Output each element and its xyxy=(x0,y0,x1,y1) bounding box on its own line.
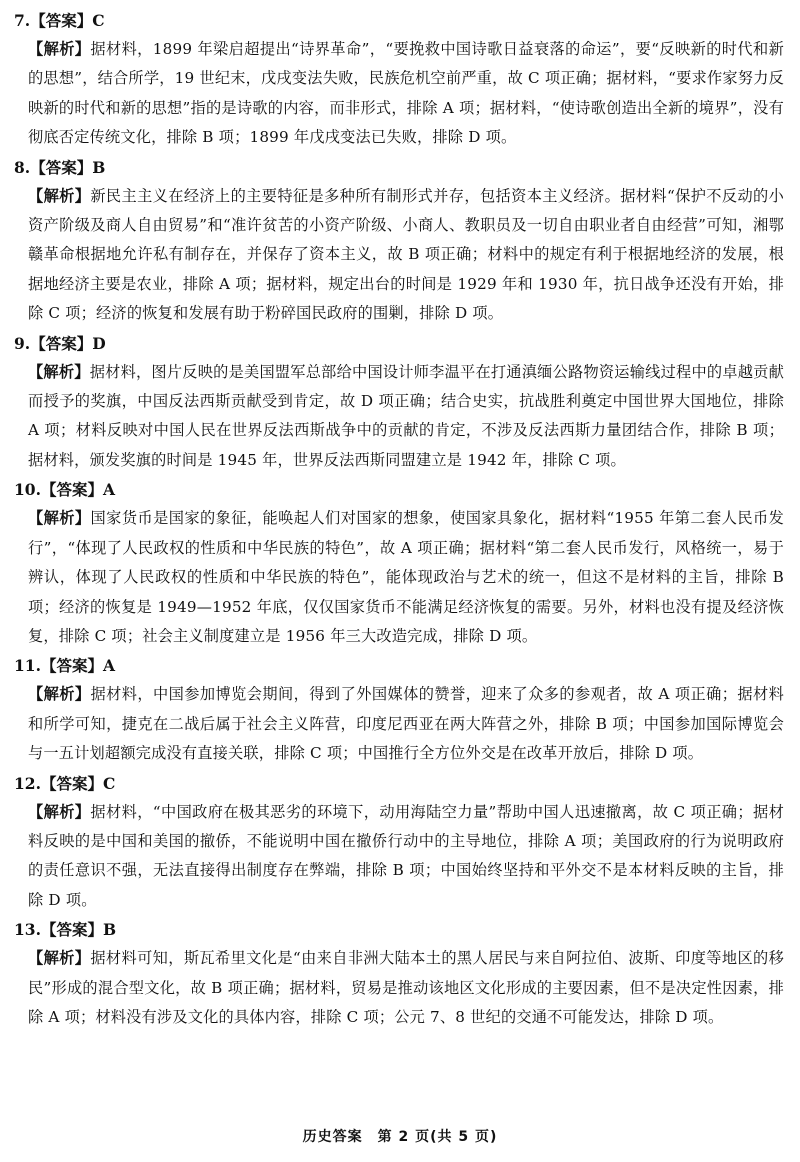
answer-line xyxy=(14,153,784,182)
analysis-paragraph xyxy=(14,944,784,1032)
question-number: 12. xyxy=(14,773,41,793)
page-footer: 历史答案 第 2 页(共 5 页) xyxy=(302,1129,498,1145)
question-11 xyxy=(14,651,784,768)
question-10 xyxy=(14,475,784,651)
analysis-tag: 【解析】 xyxy=(28,362,90,381)
question-9 xyxy=(14,329,784,476)
analysis-text: 据材料，“中国政府在极其恶劣的环境下，动用海陆空力量”帮助中国人迅速撤离，故 C 项正确；据材料反映的是中国和美国的撤侨，不能说明中国在撤侨行动中的主导地位，排除 A 项；美国政府的行为说明政府的责任意识不强，无法直接得出制度存在弊端，排除 B 项；中国始终坚持和平外交不是本材料反映的主旨，排除 D 项。 xyxy=(28,802,784,909)
answer-choice: B xyxy=(102,920,117,940)
analysis-tag: 【解析】 xyxy=(28,949,91,968)
answer-choice: C xyxy=(102,773,116,793)
answer-page xyxy=(14,6,784,1032)
analysis-paragraph xyxy=(14,182,784,329)
answer-tag: 【答案】 xyxy=(30,11,93,30)
answer-tag: 【答案】 xyxy=(40,920,103,940)
analysis-text: 据材料可知，斯瓦希里文化是“由来自非洲大陆本土的黑人居民与来自阿拉伯、波斯、印度等地区的移民”形成的混合型文化，故 B 项正确；据材料，贸易是推动该地区文化形成的主要因素，但不是决定性因素，排除 A 项；材料没有涉及文化的具体内容，排除 C 项；公元 7、8 世纪的交通不可能发达，排除 D 项。 xyxy=(28,949,784,1026)
analysis-text: 据材料，图片反映的是美国盟军总部给中国设计师李温平在打通滇缅公路物资运输线过程中的卓越贡献而授予的奖旗，中国反法西斯贡献受到肯定，故 D 项正确；结合史实，抗战胜利奠定中国世界大国地位，排除 A 项；材料反映对中国人民在世界反法西斯战争中的贡献的肯定，不涉及反法西斯力量团结合作，排除 B 项；据材料，颁发奖旗的时间是 1945 年，世界反法西斯同盟建立是 1942 年，排除 C 项。 xyxy=(28,362,784,469)
question-13 xyxy=(14,915,784,1032)
analysis-paragraph xyxy=(14,504,784,651)
answer-line xyxy=(14,329,784,358)
answer-tag: 【答案】 xyxy=(30,157,93,177)
analysis-paragraph xyxy=(14,798,784,916)
answer-line xyxy=(14,915,784,944)
answer-choice: D xyxy=(92,333,106,353)
answer-choice: A xyxy=(102,480,116,500)
question-number: 7. xyxy=(14,11,31,30)
answer-line xyxy=(14,769,784,798)
question-8 xyxy=(14,153,784,329)
analysis-paragraph xyxy=(14,358,784,476)
answer-line xyxy=(14,6,784,35)
analysis-tag: 【解析】 xyxy=(28,509,91,528)
analysis-tag: 【解析】 xyxy=(28,40,91,58)
question-number: 10. xyxy=(14,480,41,500)
analysis-text: 据材料，1899 年梁启超提出“诗界革命”，“要挽救中国诗歌日益衰落的命运”，要“反映新的时代和新的思想”，结合所学，19 世纪末，戊戌变法失败，民族危机空前严重，故 C 项正确；据材料，“要求作家努力反映新的时代和新的思想”指的是诗歌的内容，而非形式，排除 A 项；据材料，“使诗歌创造出全新的境界”，没有彻底否定传统文化，排除 B 项；1899 年戊戌变法已失败，排除 D 项。 xyxy=(28,40,784,147)
answer-tag: 【答案】 xyxy=(40,656,103,676)
answer-choice: B xyxy=(92,157,106,177)
analysis-text: 据材料，中国参加博览会期间，得到了外国媒体的赞誉，迎来了众多的参观者，故 A 项正确；据材料和所学可知，捷克在二战后属于社会主义阵营，印度尼西亚在两大阵营之外，排除 B 项；中国参加国际博览会与一五计划超额完成没有直接关联，排除 C 项；中国推行全方位外交是在改革开放后，排除 D 项。 xyxy=(28,685,784,763)
analysis-text: 新民主主义在经济上的主要特征是多种所有制形式并存，包括资本主义经济。据材料“保护不反动的小资产阶级及商人自由贸易”和“准许贫苦的小资产阶级、小商人、教职员及一切自由职业者自由经营”可知，湘鄂赣革命根据地允许私有制存在，并保存了资本主义，故 B 项正确；材料中的规定有利于根据地经济的发展，根据地经济主要是农业，排除 A 项；据材料，规定出台的时间是 1929 年和 1930 年，抗日战争还没有开始，排除 C 项；经济的恢复和发展有助于粉碎国民政府的围剿，排除 D 项。 xyxy=(28,186,784,323)
answer-choice: A xyxy=(102,656,116,676)
answer-choice: C xyxy=(92,11,105,30)
question-number: 13. xyxy=(14,920,41,940)
question-number: 8. xyxy=(14,157,31,177)
answer-line xyxy=(14,475,784,504)
analysis-text: 国家货币是国家的象征，能唤起人们对国家的想象，使国家具象化，据材料“1955 年第二套人民币发行”，“体现了人民政权的性质和中华民族的特色”，故 A 项正确；据材料“第二套人民币发行，风格统一，易于辨认，体现了人民政权的性质和中华民族的特色”，能体现政治与艺术的统一，但这不是材料的主旨，排除 B 项；经济的恢复是 1949—1952 年底，仅仅国家货币不能满足经济恢复的需要。另外，材料也没有提及经济恢复，排除 C 项；社会主义制度建立是 1956 年三大改造完成，排除 D 项。 xyxy=(28,509,784,645)
question-7 xyxy=(14,6,784,153)
analysis-tag: 【解析】 xyxy=(28,802,91,821)
analysis-paragraph xyxy=(14,680,784,768)
answer-tag: 【答案】 xyxy=(40,480,103,500)
question-number: 11. xyxy=(14,656,41,676)
analysis-paragraph xyxy=(14,35,784,153)
question-12 xyxy=(14,769,784,916)
answer-tag: 【答案】 xyxy=(40,773,103,793)
answer-tag: 【答案】 xyxy=(30,333,93,353)
answer-line xyxy=(14,651,784,680)
analysis-tag: 【解析】 xyxy=(28,685,91,704)
analysis-tag: 【解析】 xyxy=(28,186,91,205)
question-number: 9. xyxy=(14,333,31,353)
